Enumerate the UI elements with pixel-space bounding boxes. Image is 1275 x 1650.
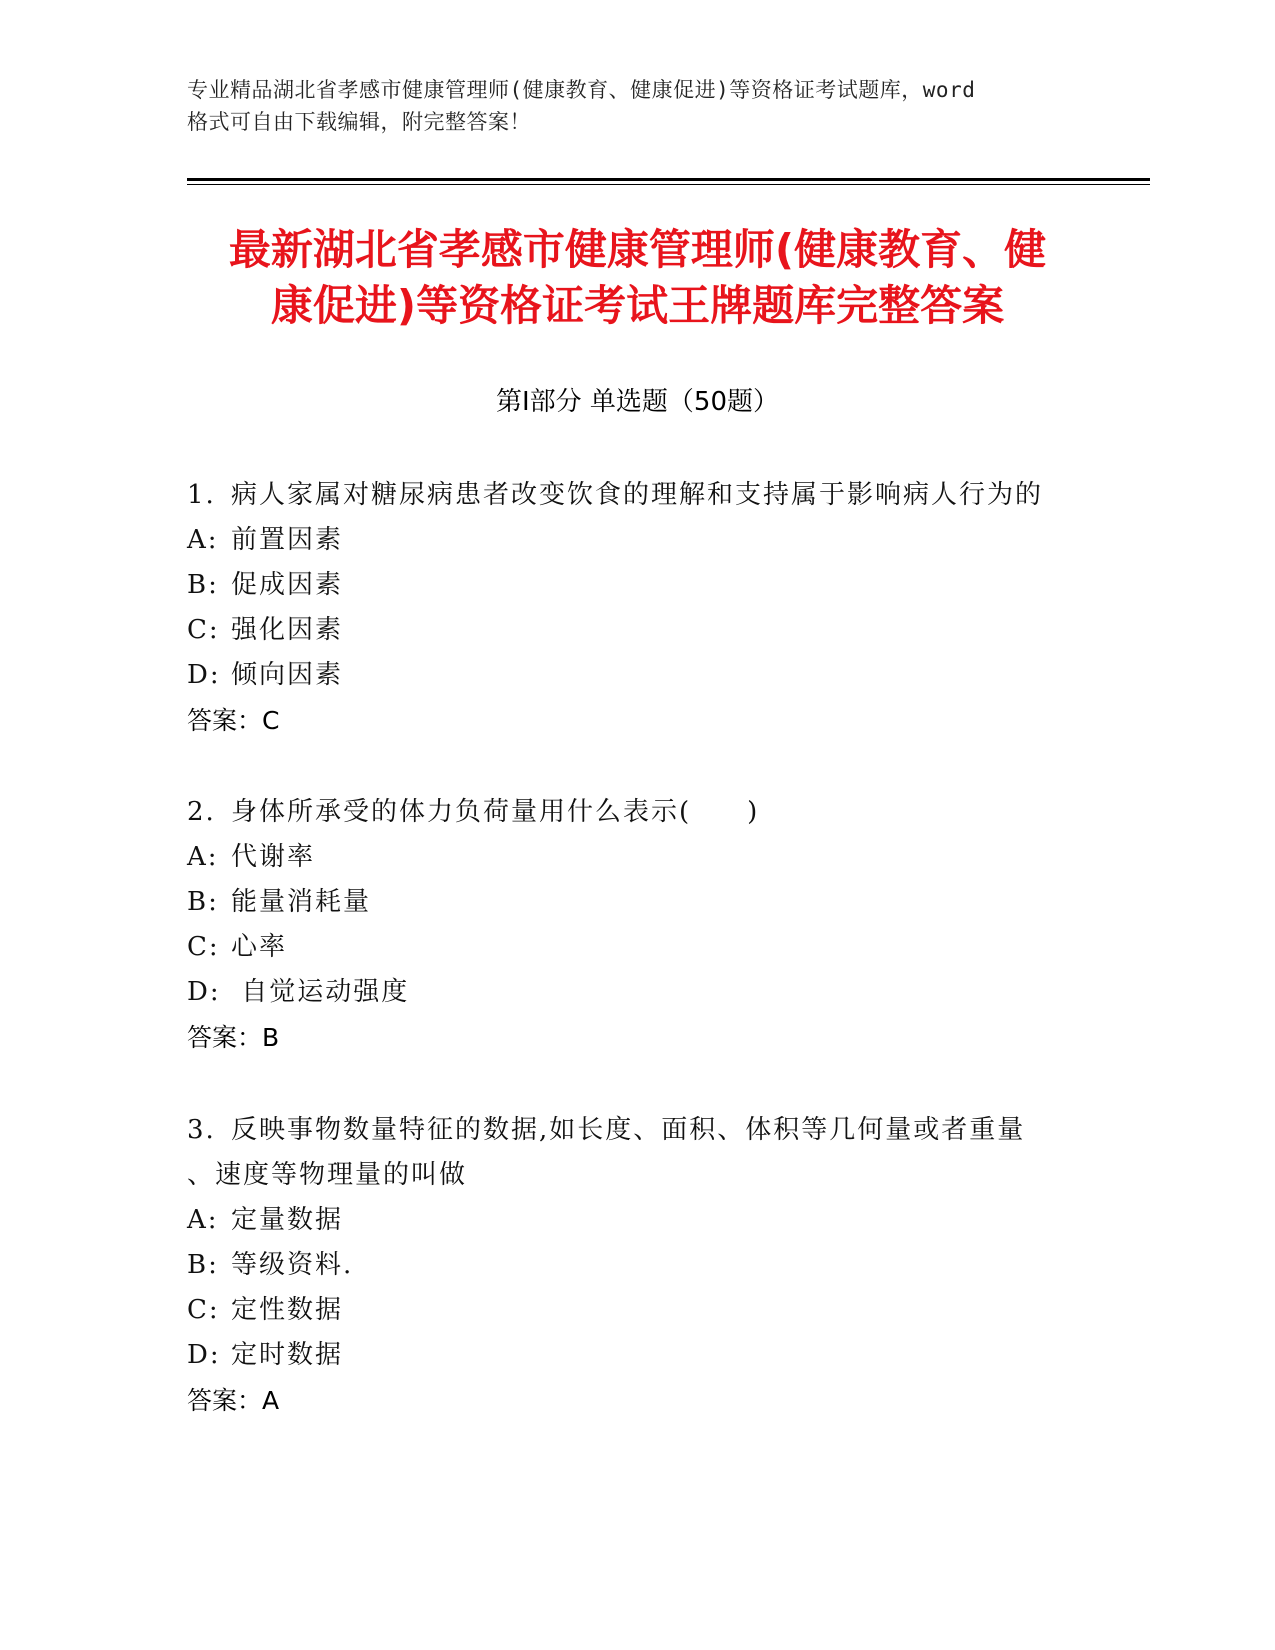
- option-key: C:: [187, 932, 220, 962]
- option-key: B:: [187, 887, 219, 917]
- option-text: 心率: [231, 932, 288, 962]
- question-stem: [187, 790, 1087, 835]
- option-key: A:: [187, 842, 219, 872]
- option-d: [187, 970, 1087, 1015]
- header-rule-thin: [187, 184, 1150, 185]
- header-note-line-2: 格式可自由下载编辑，附完整答案！: [187, 110, 531, 134]
- option-text: 前置因素: [231, 525, 344, 555]
- option-d: [187, 1333, 1087, 1378]
- option-text: 自觉运动强度: [231, 977, 410, 1007]
- option-key: B:: [187, 1250, 219, 1280]
- question-3: [187, 1108, 1087, 1423]
- question-text: 病人家属对糖尿病患者改变饮食的理解和支持属于影响病人行为的: [231, 480, 1044, 510]
- option-text: 促成因素: [231, 570, 344, 600]
- answer-line: 答案：A: [187, 1386, 280, 1415]
- option-key: D:: [187, 660, 221, 690]
- header-note: [187, 74, 1087, 138]
- option-a: [187, 1198, 1087, 1243]
- option-text: 能量消耗量: [231, 887, 372, 917]
- option-c: [187, 608, 1087, 653]
- option-key: C:: [187, 615, 220, 645]
- option-text: 定性数据: [231, 1295, 344, 1325]
- header-rule-thick: [187, 178, 1150, 181]
- option-text: 倾向因素: [231, 660, 344, 690]
- document-title: [150, 222, 1125, 334]
- option-key: A:: [187, 525, 219, 555]
- option-text: 定时数据: [231, 1340, 344, 1370]
- option-b: [187, 563, 1087, 608]
- header-note-line-1: 专业精品湖北省孝感市健康管理师(健康教育、健康促进)等资格证考试题库，word: [187, 78, 976, 102]
- question-text-line-2: 、速度等物理量的叫做: [187, 1160, 468, 1190]
- question-number: 2.: [187, 797, 216, 827]
- question-stem: [187, 473, 1087, 518]
- document-title-line-1: 最新湖北省孝感市健康管理师(健康教育、健: [228, 225, 1047, 274]
- option-text: 等级资料.: [231, 1250, 354, 1280]
- option-c: [187, 1288, 1087, 1333]
- option-a: [187, 835, 1087, 880]
- question-number: 1.: [187, 480, 216, 510]
- option-text: 强化因素: [231, 615, 344, 645]
- option-text: 定量数据: [231, 1205, 344, 1235]
- option-text: 代谢率: [231, 842, 316, 872]
- question-2: [187, 790, 1087, 1060]
- option-c: [187, 925, 1087, 970]
- option-key: B:: [187, 570, 219, 600]
- question-stem: [187, 1108, 1087, 1153]
- document-title-line-2: 康促进)等资格证考试王牌题库完整答案: [270, 281, 1005, 330]
- option-a: [187, 518, 1087, 563]
- option-key: A:: [187, 1205, 219, 1235]
- question-number: 3.: [187, 1115, 216, 1145]
- option-b: [187, 880, 1087, 925]
- answer-line: 答案：C: [187, 706, 280, 735]
- question-text: 身体所承受的体力负荷量用什么表示( ): [231, 797, 760, 827]
- question-text-line-1: 反映事物数量特征的数据,如长度、面积、体积等几何量或者重量: [231, 1115, 1026, 1145]
- question-1: [187, 473, 1087, 743]
- option-key: C:: [187, 1295, 220, 1325]
- option-key: D:: [187, 977, 221, 1007]
- question-stem-continued: [187, 1153, 1087, 1198]
- option-key: D:: [187, 1340, 221, 1370]
- section-heading: 第Ⅰ部分 单选题（50题）: [495, 387, 780, 417]
- answer-line: 答案：B: [187, 1023, 280, 1052]
- option-d: [187, 653, 1087, 698]
- option-b: [187, 1243, 1087, 1288]
